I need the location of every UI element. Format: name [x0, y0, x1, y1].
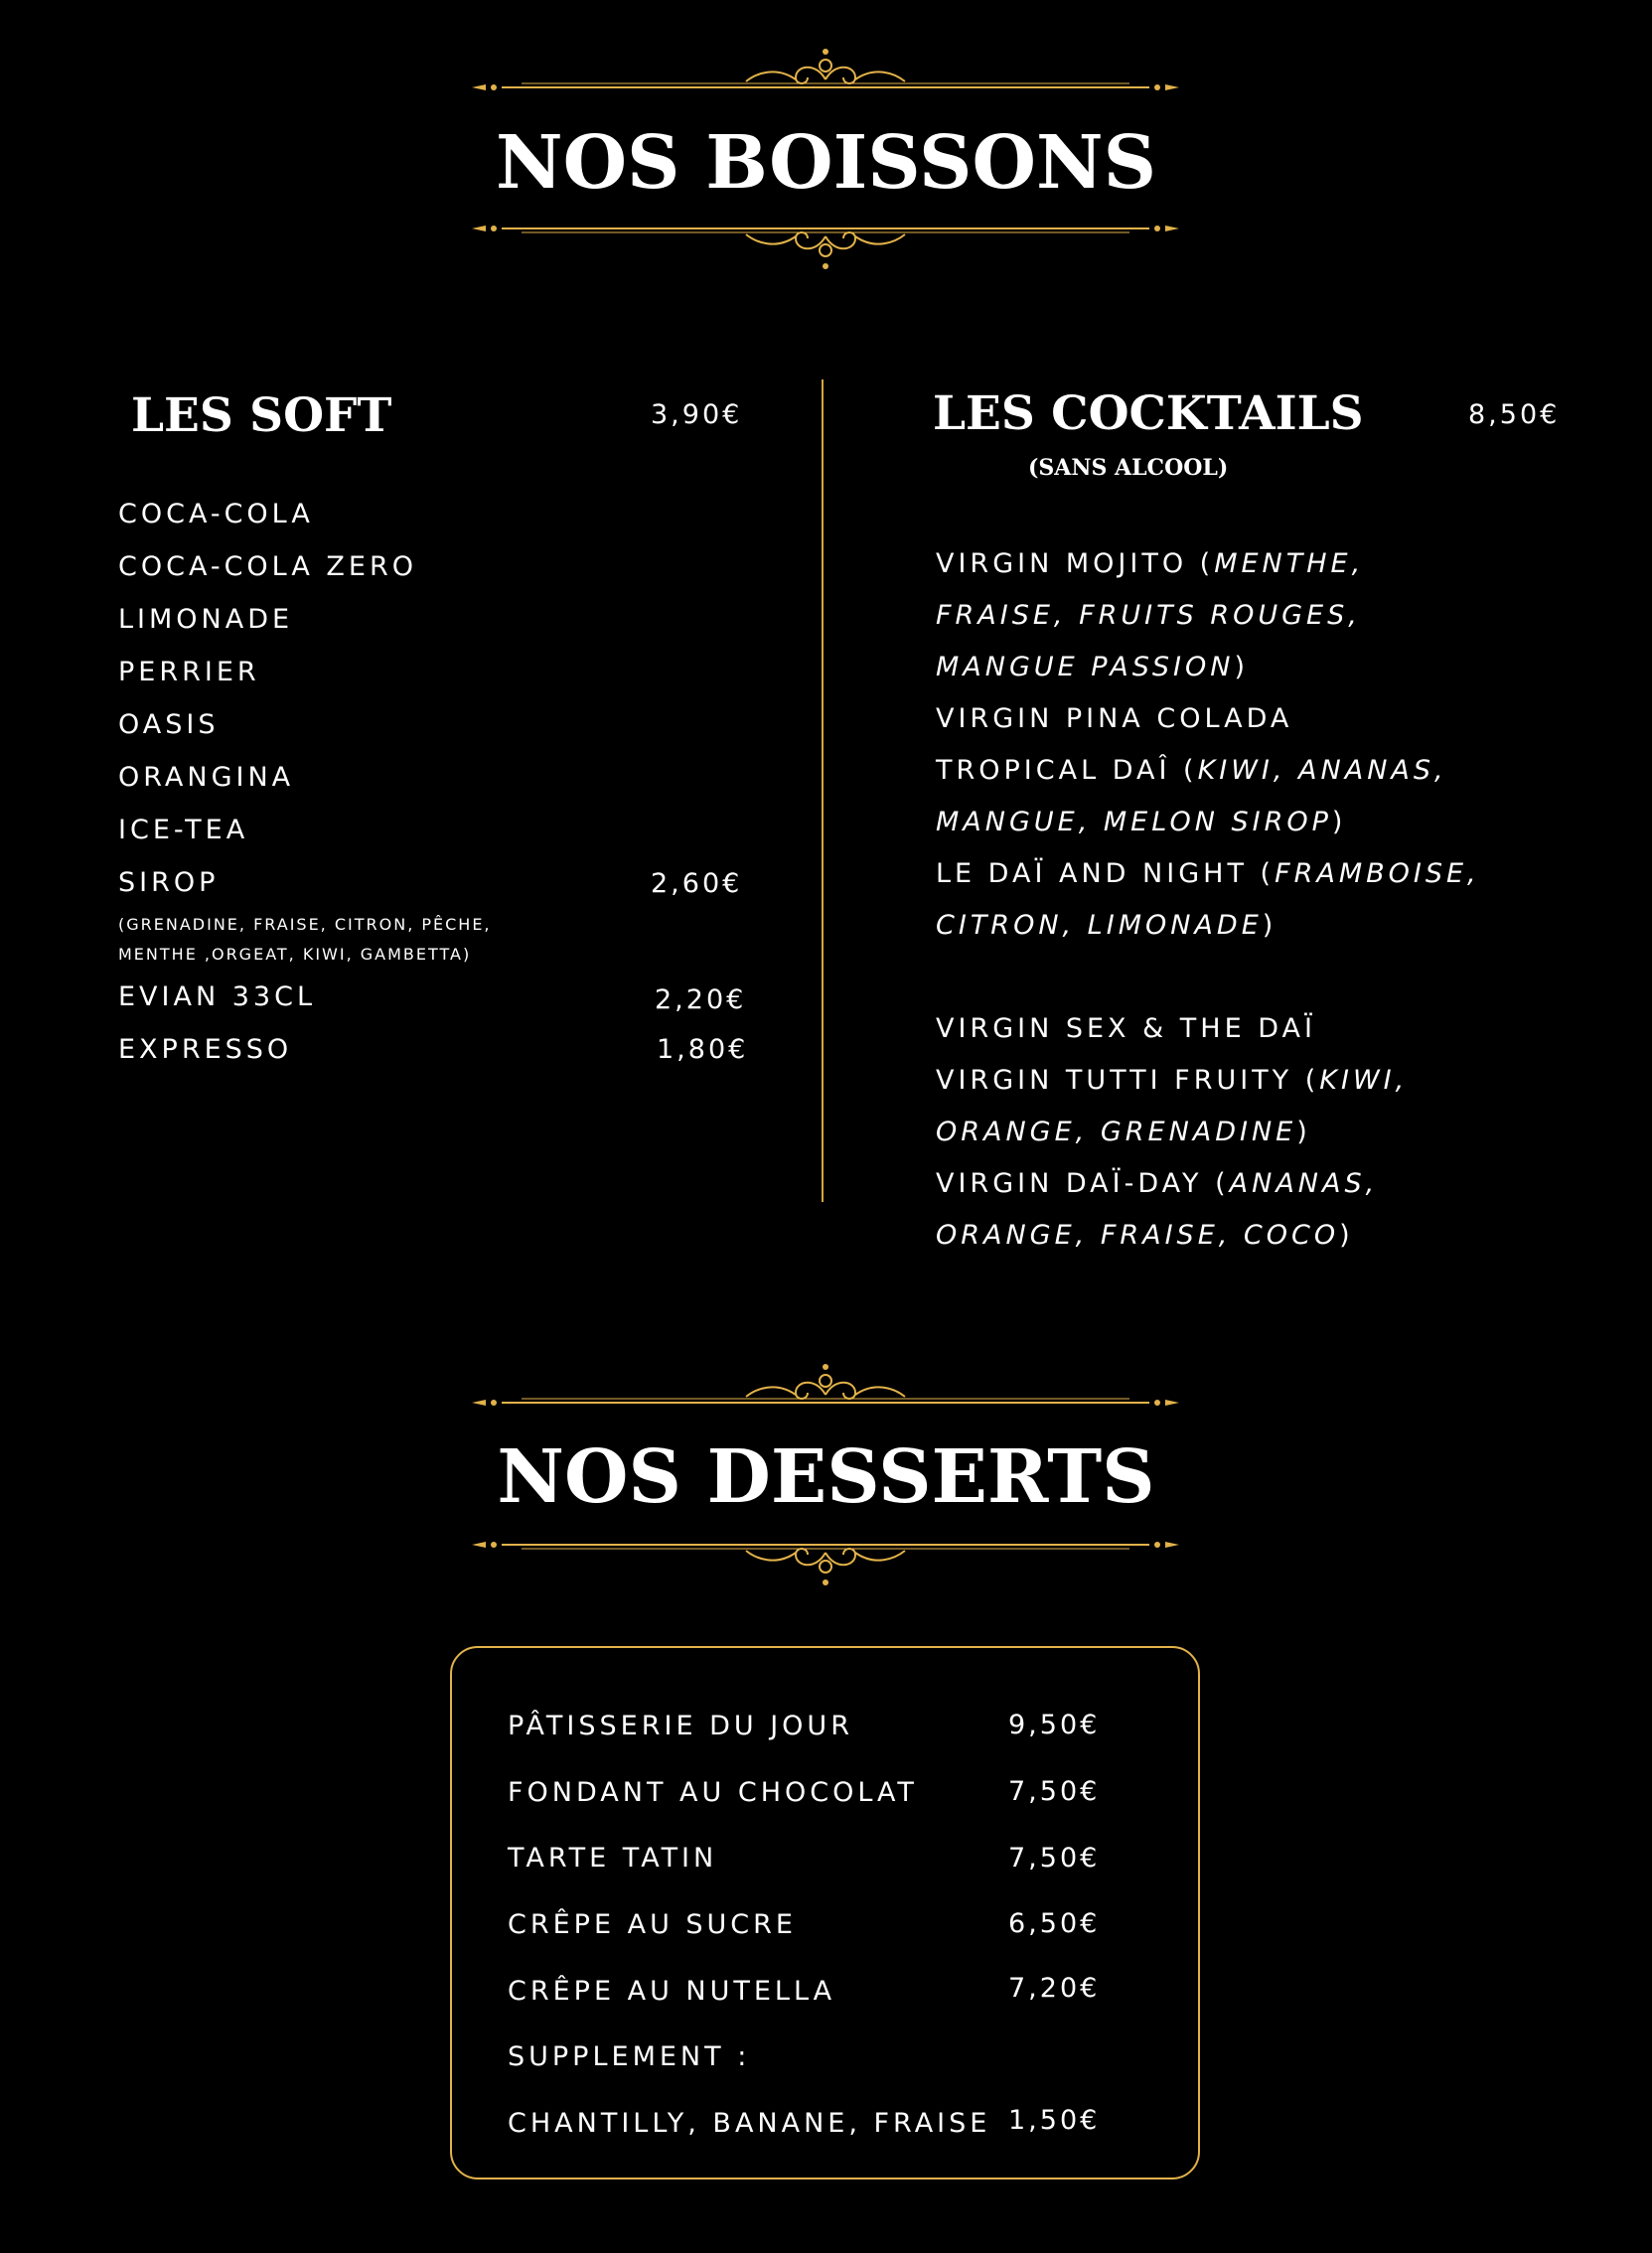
expresso-price: 1,80€ [657, 1034, 749, 1065]
dessert-item: TARTE TATIN [508, 1843, 718, 1874]
evian-price: 2,20€ [655, 984, 747, 1015]
dessert-ornament [472, 1355, 1179, 1405]
dessert-item: SUPPLEMENT : [508, 2041, 751, 2072]
cocktail-item: VIRGIN PINA COLADA [936, 703, 1293, 734]
dessert-price: 6,50€ [1008, 1908, 1101, 1939]
dessert-item: CHANTILLY, BANANE, FRAISE [508, 2108, 991, 2139]
dessert-price: 1,50€ [1008, 2105, 1101, 2136]
soft-title: LES SOFT [131, 388, 392, 443]
soft-price: 3,90€ [651, 399, 743, 430]
soft-item: EVIAN 33CL [118, 981, 316, 1012]
dessert-ornament-lower [472, 1533, 1179, 1582]
dessert-price: 7,20€ [1008, 1973, 1101, 2004]
dessert-item: FONDANT AU CHOCOLAT [508, 1777, 918, 1808]
cocktails-title: LES COCKTAILS [933, 386, 1364, 441]
cocktail-item: VIRGIN SEX & THE DAÏ [936, 1013, 1316, 1044]
dessert-price: 7,50€ [1008, 1843, 1101, 1874]
soft-item: OASIS [118, 709, 220, 740]
soft-item: COCA-COLA [118, 499, 314, 529]
sirop-note: (GRENADINE, FRAISE, CITRON, PÊCHE, [118, 915, 492, 934]
soft-item: ORANGINA [118, 762, 295, 793]
soft-item: EXPRESSO [118, 1034, 293, 1065]
sirop-note: MENTHE ,ORGEAT, KIWI, GAMBETTA) [118, 945, 472, 964]
soft-item: PERRIER [118, 657, 260, 687]
sirop-price: 2,60€ [651, 868, 743, 899]
soft-item: COCA-COLA ZERO [118, 551, 417, 582]
dessert-price: 7,50€ [1008, 1776, 1101, 1807]
drinks-title: NOS BOISSONS [495, 120, 1157, 206]
cocktails-price: 8,50€ [1468, 399, 1561, 430]
cocktail-item: VIRGIN MOJITO (MENTHE, FRAISE, FRUITS ROUGES, MANGUE PASSION) [936, 548, 1365, 682]
cocktail-item: TROPICAL DAÎ (KIWI, ANANAS, MANGUE, MELON SIROP) [936, 755, 1447, 837]
top-ornament-lower [472, 217, 1179, 266]
dessert-item: CRÊPE AU NUTELLA [508, 1976, 836, 2007]
soft-item: SIROP [118, 867, 220, 898]
cocktail-item: LE DAÏ AND NIGHT (FRAMBOISE, CITRON, LIMONADE) [936, 858, 1480, 941]
dessert-item: PÂTISSERIE DU JOUR [508, 1711, 853, 1741]
cocktail-item: VIRGIN DAÏ-DAY (ANANAS, ORANGE, FRAISE, COCO) [936, 1168, 1379, 1251]
cocktails-subtitle: (SANS ALCOOL) [1028, 455, 1229, 481]
soft-item: ICE-TEA [118, 815, 249, 845]
column-divider [822, 379, 824, 1202]
desserts-title: NOS DESSERTS [497, 1434, 1155, 1520]
dessert-price: 9,50€ [1008, 1710, 1101, 1740]
dessert-item: CRÊPE AU SUCRE [508, 1909, 797, 1940]
soft-item: LIMONADE [118, 604, 294, 635]
cocktail-item: VIRGIN TUTTI FRUITY (KIWI, ORANGE, GRENADINE) [936, 1065, 1409, 1147]
top-ornament [472, 40, 1179, 89]
